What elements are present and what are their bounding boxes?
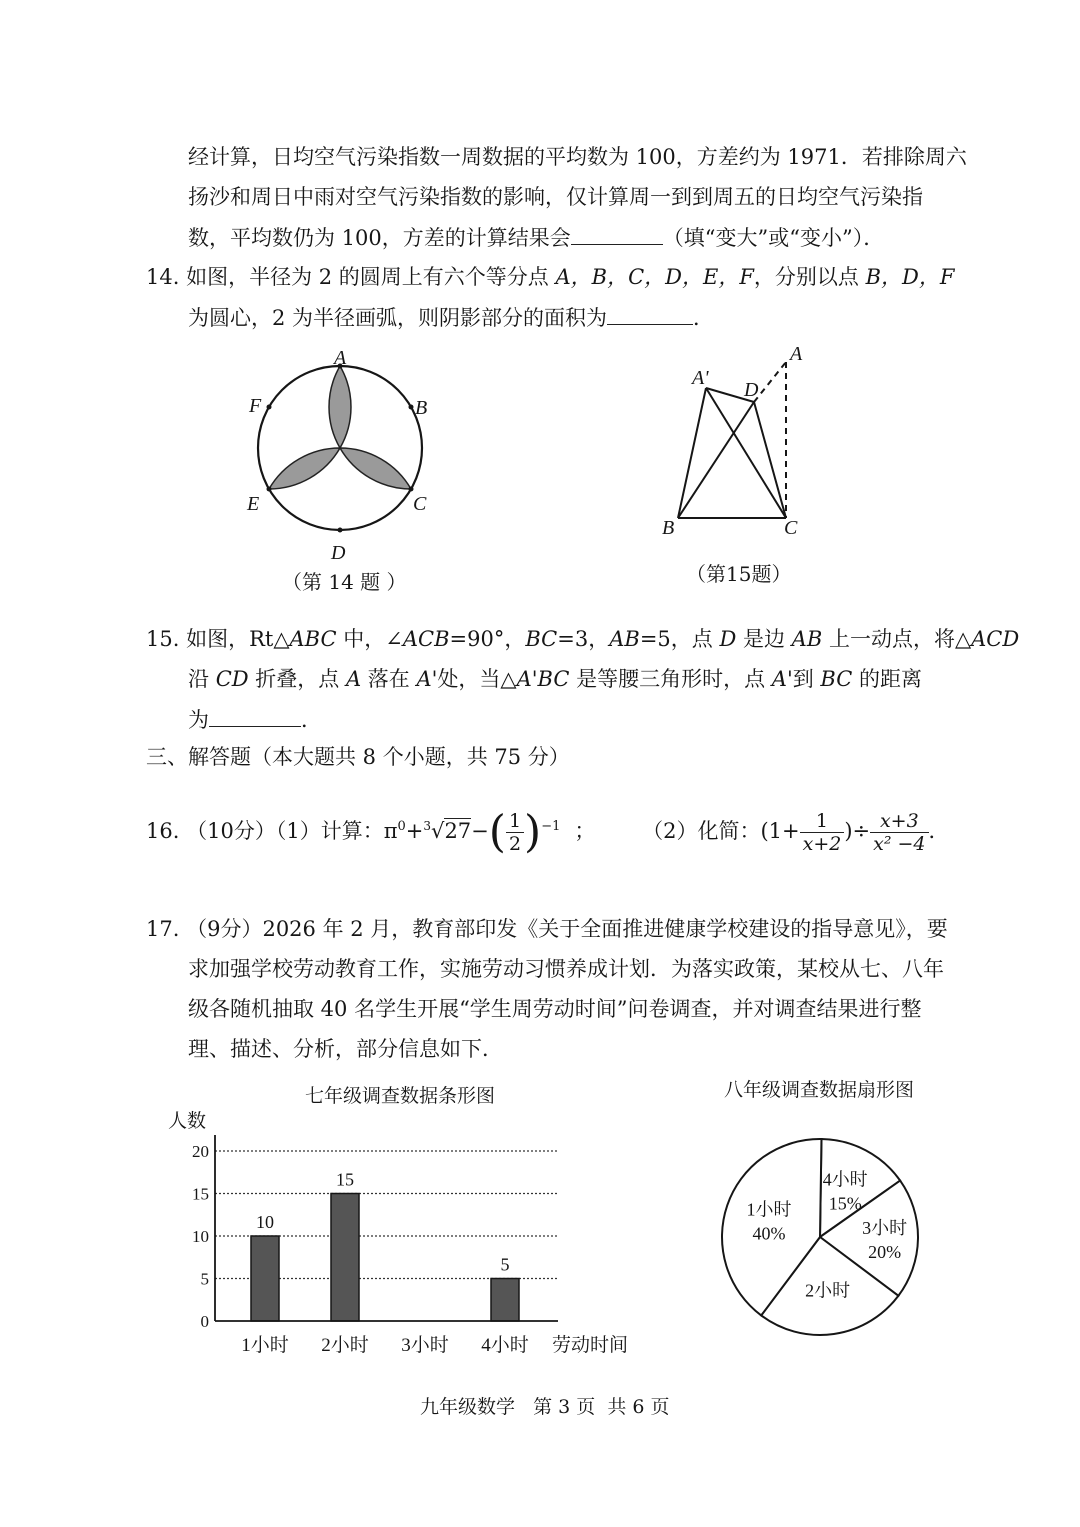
q14-points: A，B，C，D，E，F	[555, 265, 754, 289]
q14-shaded-petals	[269, 366, 411, 489]
category-label: 1小时	[241, 1335, 289, 1356]
q15-t13: 上一动点，将△	[822, 627, 972, 651]
q16-frac1-num: 1	[800, 810, 845, 833]
q16-paren-close: )	[524, 806, 542, 858]
pie-slice-label: 2小时	[805, 1280, 851, 1301]
pie-slice-label: 4小时	[822, 1169, 868, 1190]
q15-label-B: B	[662, 517, 675, 539]
q15-u11: 到	[792, 667, 821, 691]
q16-root-index: 3	[423, 819, 432, 833]
q13-line-1: 经计算，日均空气污染指数一周数据的平均数为 100，方差约为 1971．若排除周六	[188, 145, 967, 169]
q17-line-1	[146, 914, 948, 944]
q15-u1: 沿	[188, 667, 216, 691]
category-label: 2小时	[321, 1335, 369, 1356]
grade8-pie-chart	[700, 1070, 950, 1360]
q16-paren-open: (	[488, 806, 506, 858]
pie-chart-title: 八年级调查数据扇形图	[724, 1080, 915, 1101]
q16-exp-neg1: −1	[541, 819, 561, 834]
q14-text-a: 如图，半径为 2 的圆周上有六个等分点	[186, 265, 556, 289]
q16-open: (1+	[760, 819, 800, 843]
q15-u6: A'	[416, 667, 438, 691]
q13-line-3-tail: （填“变大”或“变小”）．	[662, 226, 885, 250]
q15-t2: ABC	[289, 627, 337, 651]
q15-u9: 是等腰三角形时，点	[569, 667, 772, 691]
petal-right	[340, 448, 411, 489]
q15-line-1	[146, 624, 1019, 654]
q15-t10: D	[719, 627, 737, 651]
q15-t5: =90°，	[449, 627, 526, 651]
q14-label-A: A	[334, 347, 347, 369]
bar-chart-title: 七年级调查数据条形图	[305, 1086, 496, 1107]
figure-14	[235, 340, 455, 570]
q15-u10: A'	[771, 667, 793, 691]
q15-caption: （第15题）	[686, 562, 792, 586]
q13-line-3-text: 数，平均数仍为 100，方差的计算结果会	[188, 226, 571, 250]
q16-part1-label: （1）计算：	[275, 819, 384, 843]
q14-caption: （第 14 题 ）	[282, 570, 407, 594]
q17-text-1: （9分）2026 年 2 月，教育部印发《关于全面推进健康学校建设的指导意见》，要	[186, 917, 948, 941]
pie-slice-percent: 15%	[828, 1193, 862, 1214]
figure-15	[650, 340, 820, 550]
q15-label-D: D	[744, 379, 759, 401]
q15-line-3	[188, 704, 322, 735]
q14-line-1	[146, 262, 954, 292]
q16-minus: −	[471, 819, 489, 843]
q14-text-b: ，分别以点	[753, 265, 866, 289]
bar-chart-categories	[241, 1334, 529, 1356]
petal-left	[269, 448, 340, 489]
pie-slice-percent: 40%	[752, 1223, 786, 1244]
q15-v2: ．	[301, 708, 322, 732]
q16-part2-label: （2）化简：	[642, 819, 761, 843]
q14-label-D: D	[331, 542, 346, 564]
q17-number: 17.	[146, 917, 180, 941]
bar-chart-xlabel: 劳动时间	[552, 1335, 629, 1356]
q16-score: （10分）	[186, 819, 276, 843]
bar	[251, 1236, 279, 1321]
q14-centers: B，D，F	[865, 265, 955, 289]
q16-line	[146, 798, 950, 858]
bar-chart-yticks	[192, 1142, 209, 1331]
q15-v1: 为	[188, 708, 209, 732]
q15-label-A: A	[790, 343, 803, 365]
q16-radicand: 27	[444, 819, 472, 843]
q14-line-2	[188, 302, 714, 333]
q15-t1: 如图，Rt△	[186, 627, 290, 651]
bar-chart-bars	[251, 1194, 519, 1322]
q15-answer-blank[interactable]	[209, 704, 301, 727]
q15-t4: ACB	[402, 627, 450, 651]
q15-t11: 是边	[736, 627, 792, 651]
pie-slice-percent: 20%	[868, 1241, 902, 1262]
q15-u12: BC	[820, 667, 853, 691]
bar	[331, 1194, 359, 1322]
q15-t7: =3，	[557, 627, 610, 651]
q15-u7: 处，当△	[437, 667, 517, 691]
bar	[491, 1279, 519, 1322]
q14-label-B: B	[415, 397, 428, 419]
q14-label-F: F	[249, 395, 262, 417]
petal-top	[329, 366, 351, 448]
page-footer: 九年级数学 第 3 页 共 6 页	[420, 1396, 670, 1418]
q14-label-C: C	[413, 493, 427, 515]
q14-number: 14.	[146, 265, 180, 289]
q16-exp0: 0	[397, 819, 406, 834]
q16-frac2-num: x+3	[870, 810, 928, 833]
q16-frac2	[870, 810, 928, 855]
q15-u4: A	[345, 667, 362, 691]
q16-radical: √	[431, 819, 445, 843]
ytick-label: 15	[192, 1184, 209, 1204]
q15-t9: =5，点	[639, 627, 720, 651]
q15-number: 15.	[146, 627, 180, 651]
q16-close-div: )÷	[844, 819, 871, 843]
q14-text-c: 为圆心，2 为半径画弧，则阴影部分的面积为	[188, 306, 608, 330]
q15-u8: A'BC	[516, 667, 570, 691]
q16-frac2-den: x² −4	[873, 833, 926, 855]
q15-label-C: C	[784, 517, 798, 539]
q16-pi: π	[383, 819, 398, 843]
q15-u5: 落在	[361, 667, 417, 691]
q13-line-2: 扬沙和周日中雨对空气污染指数的影响，仅计算周一到到周五的日均空气污染指	[188, 185, 923, 209]
q15-t12: AB	[791, 627, 823, 651]
q15-t3: 中，∠	[336, 627, 403, 651]
q15-u2: CD	[215, 667, 249, 691]
q16-frac1	[800, 810, 845, 855]
q15-t14: ACD	[971, 627, 1020, 651]
q15-t6: BC	[525, 627, 558, 651]
bar-chart-data-labels	[256, 1170, 510, 1275]
ytick-label: 5	[200, 1269, 209, 1289]
q17-line-2: 求加强学校劳动教育工作，实施劳动习惯养成计划．为落实政策，某校从七、八年	[188, 957, 944, 981]
bar-data-label: 15	[336, 1169, 354, 1190]
pie-slice-label: 1小时	[746, 1199, 792, 1220]
q16-frac1-den: x+2	[802, 833, 842, 855]
q15-line-2	[188, 664, 922, 694]
q17-line-3: 级各随机抽取 40 名学生开展“学生周劳动时间”问卷调查，并对调查结果进行整	[188, 997, 922, 1021]
q14-text-d: ．	[693, 306, 715, 330]
q16-semicolon: ；	[574, 819, 596, 843]
bar-data-label: 5	[500, 1254, 510, 1275]
ytick-label: 10	[192, 1227, 209, 1246]
category-label: 3小时	[401, 1335, 449, 1356]
q15-u3: 折叠，点	[248, 667, 346, 691]
q16-end: ．	[928, 819, 950, 843]
q15-label-Aprime: A'	[692, 367, 709, 389]
bar-data-label: 10	[256, 1212, 274, 1232]
q15-u13: 的距离	[852, 667, 922, 691]
q14-label-E: E	[247, 493, 260, 515]
q16-half	[506, 810, 524, 855]
q16-half-den: 2	[508, 833, 522, 855]
category-label: 4小时	[481, 1335, 529, 1356]
ytick-label: 0	[200, 1312, 209, 1331]
ytick-label: 20	[192, 1142, 209, 1161]
pie-slice-label: 3小时	[862, 1217, 908, 1238]
q16-half-num: 1	[506, 810, 524, 833]
q16-number: 16.	[146, 819, 180, 843]
grade7-bar-chart	[160, 1075, 640, 1375]
bar-chart-ylabel: 人数	[168, 1111, 207, 1132]
section-3-title: 三、解答题（本大题共 8 个小题，共 75 分）	[146, 745, 570, 769]
q14-answer-blank[interactable]	[607, 302, 693, 325]
q15-t8: AB	[609, 627, 640, 651]
q13-answer-blank[interactable]	[571, 222, 663, 245]
q13-line-3	[188, 222, 884, 253]
q16-plus: +	[405, 819, 424, 843]
q17-line-4: 理、描述、分析，部分信息如下．	[188, 1037, 503, 1061]
